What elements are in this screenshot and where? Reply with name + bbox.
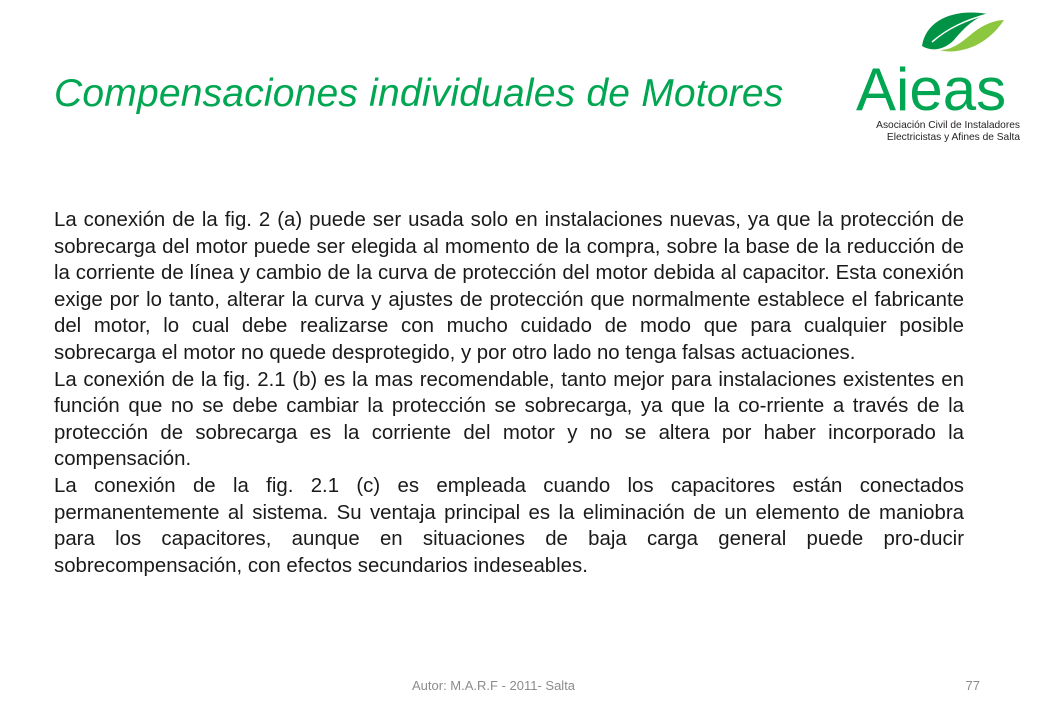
- slide-title: Compensaciones individuales de Motores: [54, 72, 784, 115]
- aieas-logo-graphic: [836, 6, 1036, 156]
- paragraph: La conexión de la fig. 2.1 (c) es empleada cuando los capacitores están conectados permanentemente al sistema. Su ventaja principal es la eliminación de un elemento de maniobra para los capacitores, aunque en situaciones de baja carga general puede pro-ducir sobrecompensación, con efectos secundarios indeseables.: [54, 474, 964, 577]
- logo-subtitle-line1: Asociación Civil de Instaladores: [876, 120, 1020, 131]
- body-text: [54, 207, 964, 579]
- footer-author: Autor: M.A.R.F - 2011- Salta: [412, 678, 576, 693]
- aieas-logo: [836, 6, 1036, 156]
- logo-subtitle-line2: Electricistas y Afines de Salta: [886, 132, 1020, 143]
- logo-name: Aieas: [856, 56, 1007, 123]
- page-number: 77: [965, 678, 980, 693]
- paragraph: La conexión de la fig. 2.1 (b) es la mas recomendable, tanto mejor para instalaciones existentes en función que no se debe cambiar la protección se sobrecarga, ya que la co-rriente a través de la protección de sobrecarga es la corriente del motor y no se altera por haber incorporado la compensación.: [54, 368, 964, 471]
- paragraph: La conexión de la fig. 2 (a) puede ser usada solo en instalaciones nuevas, ya que la protección de sobrecarga del motor puede ser elegida al momento de la compra, sobre la base de la reducción de la corriente de línea y cambio de la curva de protección del motor debida al capacitor. Esta conexión exige por lo tanto, alterar la curva y ajustes de protección que normalmente establece el fabricante del motor, lo cual debe realizarse con mucho cuidado de modo que para cualquier posible sobrecarga el motor no quede desprotegido, y por otro lado no tenga falsas actuaciones.: [54, 209, 964, 364]
- leaf-icon: [922, 12, 1004, 51]
